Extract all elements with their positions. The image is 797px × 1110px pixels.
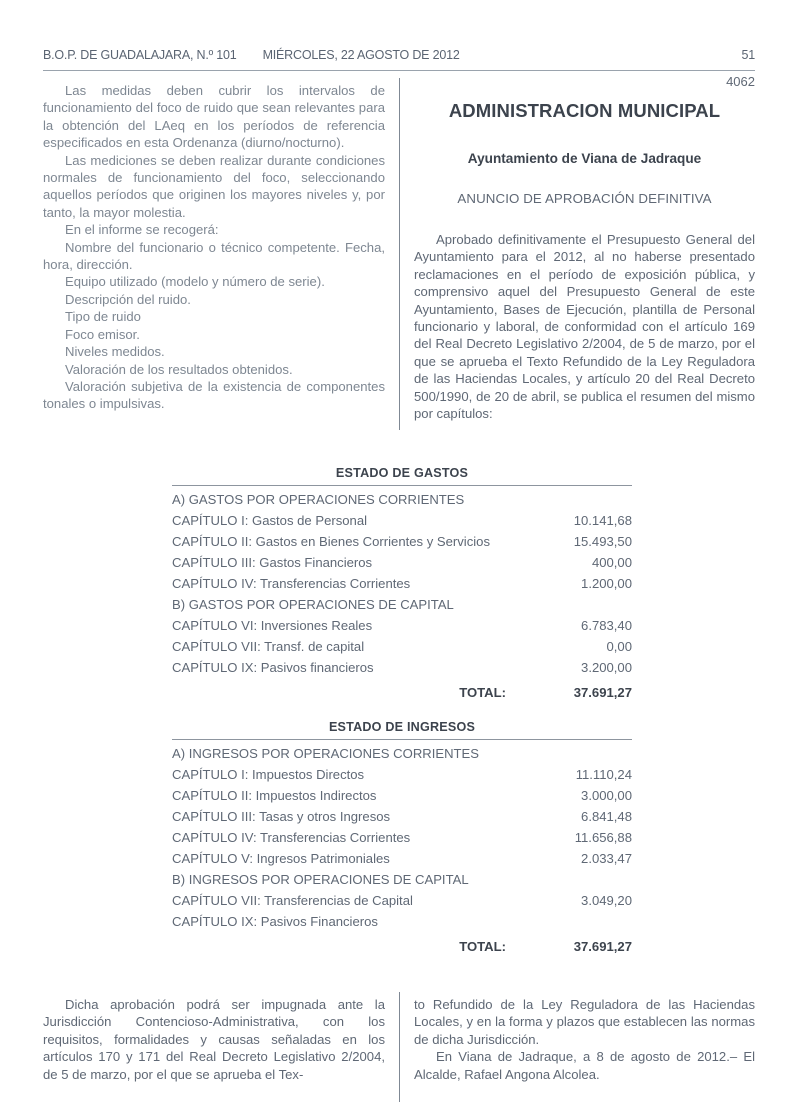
left-paragraph: Nombre del funcionario o técnico competente. Fecha, hora, dirección. [43,239,385,273]
table-row [172,573,632,594]
gastos-table [172,489,632,703]
right-text-column [414,74,755,422]
table-total-row [172,678,632,703]
row-amount: 3.049,20 [581,893,632,908]
table-title: ESTADO DE INGRESOS [172,720,632,740]
row-amount: 11.656,88 [574,830,632,845]
row-label: CAPÍTULO V: Ingresos Patrimoniales [172,851,390,866]
footer-right-column [414,996,755,1083]
budget-table-ingresos [172,720,632,957]
entity-name: Ayuntamiento de Viana de Jadraque [467,151,702,166]
row-label: CAPÍTULO IX: Pasivos Financieros [172,914,378,929]
row-amount [540,911,632,932]
footer-paragraph: Dicha aprobación podrá ser impugnada ante la Jurisdicción Contencioso-Administrativa, con los requisitos, formalidades y causas señaladas en los artículos 170 y 171 del Real Decreto Legislativo 2/2004, de 5 de marzo, por el que se aprueba el Tex- [43,997,385,1082]
table-row [172,869,632,890]
row-amount [540,594,632,615]
row-amount: 15.493,50 [573,534,632,549]
announcement-body: Aprobado definitivamente el Presupuesto General del Ayuntamiento para el 2012, al no haberse presentado reclamaciones en el período de exposición pública, y comprensivo aquel del Presupuesto General de este Ayuntamiento, Bases de Ejecución, plantilla de Personal funcionario y laboral, de conformidad con el artículo 169 del Real Decreto Legislativo 2/2004, de 5 de marzo, por el que se aprueba el Texto Refundido de la Ley Reguladora de las Haciendas Locales, y artículo 20 del Real Decreto 500/1990, de 20 de abril, se publica el resumen del mismo por capítulos: [414,232,755,422]
masthead-page-number: 51 [741,48,755,62]
row-amount: 2.033,47 [581,851,632,866]
announcement-subtitle: ANUNCIO DE APROBACIÓN DEFINITIVA [457,191,712,206]
administration-title: ADMINISTRACION MUNICIPAL [448,100,721,121]
table-row [172,594,632,615]
row-label: CAPÍTULO VII: Transf. de capital [172,639,365,654]
row-label: B) INGRESOS POR OPERACIONES DE CAPITAL [172,872,469,887]
row-amount: 0,00 [606,639,632,654]
left-paragraph: Equipo utilizado (modelo y número de serie). [65,274,325,290]
table-row [172,657,632,678]
column-divider-top [399,78,400,430]
left-paragraph: Tipo de ruido [65,309,141,325]
total-amount: 37.691,27 [573,685,632,700]
row-label: CAPÍTULO III: Gastos Financieros [172,555,373,570]
row-label: CAPÍTULO I: Gastos de Personal [172,513,368,528]
footer-continuation: to Refundido de la Ley Reguladora de las Haciendas Locales, y en la forma y plazos que establecen las normas de dicha Jurisdicción. [414,997,755,1047]
page-masthead [43,48,755,71]
total-label: TOTAL: [459,685,506,700]
row-label: CAPÍTULO VII: Transferencias de Capital [172,893,413,908]
left-paragraph: Las mediciones se deben realizar durante condiciones normales de funcionamiento del foco, seleccionando aquellos períodos que originen los mayores niveles y, por tanto, la mayor molestia. [43,152,385,220]
left-paragraph: Valoración de los resultados obtenidos. [65,361,293,377]
total-amount: 37.691,27 [573,939,632,954]
table-row [172,552,632,573]
row-amount: 11.110,24 [575,767,632,782]
reference-number: 4062 [726,74,755,89]
row-amount: 400,00 [591,555,632,570]
row-label: CAPÍTULO VI: Inversiones Reales [172,618,373,633]
table-row [172,636,632,657]
table-row [172,848,632,869]
table-title: ESTADO DE GASTOS [172,466,632,486]
row-amount: 3.000,00 [581,788,632,803]
footer-signature: En Viana de Jadraque, a 8 de agosto de 2012.– El Alcalde, Rafael Angona Alcolea. [414,1049,755,1082]
row-label: A) INGRESOS POR OPERACIONES CORRIENTES [172,746,480,761]
table-row [172,531,632,552]
row-amount [540,743,632,764]
table-row [172,489,632,510]
row-label: CAPÍTULO II: Gastos en Bienes Corrientes y Servicios [172,534,491,549]
table-row [172,615,632,636]
row-label: B) GASTOS POR OPERACIONES DE CAPITAL [172,597,454,612]
row-amount: 6.841,48 [581,809,632,824]
left-text-column [43,82,385,413]
row-label: CAPÍTULO II: Impuestos Indirectos [172,788,377,803]
table-row [172,890,632,911]
table-row [172,785,632,806]
ingresos-table [172,743,632,957]
row-label: CAPÍTULO III: Tasas y otros Ingresos [172,809,391,824]
row-amount: 10.141,68 [573,513,632,528]
table-row [172,743,632,764]
table-row [172,510,632,531]
column-divider-bottom [399,992,400,1102]
left-paragraph: Foco emisor. [65,326,140,342]
row-amount [540,869,632,890]
left-paragraph: Descripción del ruido. [65,291,191,307]
row-label: CAPÍTULO IX: Pasivos financieros [172,660,374,675]
left-paragraph: En el informe se recogerá: [65,222,219,238]
left-paragraph: Valoración subjetiva de la existencia de componentes tonales o impulsivas. [43,378,385,412]
left-paragraph: Niveles medidos. [65,344,165,360]
row-amount: 6.783,40 [581,618,632,633]
row-amount [540,489,632,510]
table-total-row [172,932,632,957]
footer-left-column [43,996,385,1083]
table-row [172,827,632,848]
row-label: CAPÍTULO IV: Transferencias Corrientes [172,576,411,591]
total-label: TOTAL: [459,939,506,954]
left-paragraph: Las medidas deben cubrir los intervalos de funcionamiento del foco de ruido que sean relevantes para la obtención del LAeq en los períodos de referencia especificados en esta Ordenanza (diurno/nocturno). [43,83,385,151]
table-row [172,806,632,827]
row-label: A) GASTOS POR OPERACIONES CORRIENTES [172,492,465,507]
row-amount: 1.200,00 [581,576,632,591]
masthead-publication: B.O.P. DE GUADALAJARA, N.º 101 [43,48,237,62]
row-label: CAPÍTULO I: Impuestos Directos [172,767,365,782]
row-label: CAPÍTULO IV: Transferencias Corrientes [172,830,411,845]
budget-table-gastos [172,466,632,703]
table-row [172,911,632,932]
masthead-date: MIÉRCOLES, 22 AGOSTO DE 2012 [262,48,460,62]
table-row [172,764,632,785]
row-amount: 3.200,00 [581,660,632,675]
